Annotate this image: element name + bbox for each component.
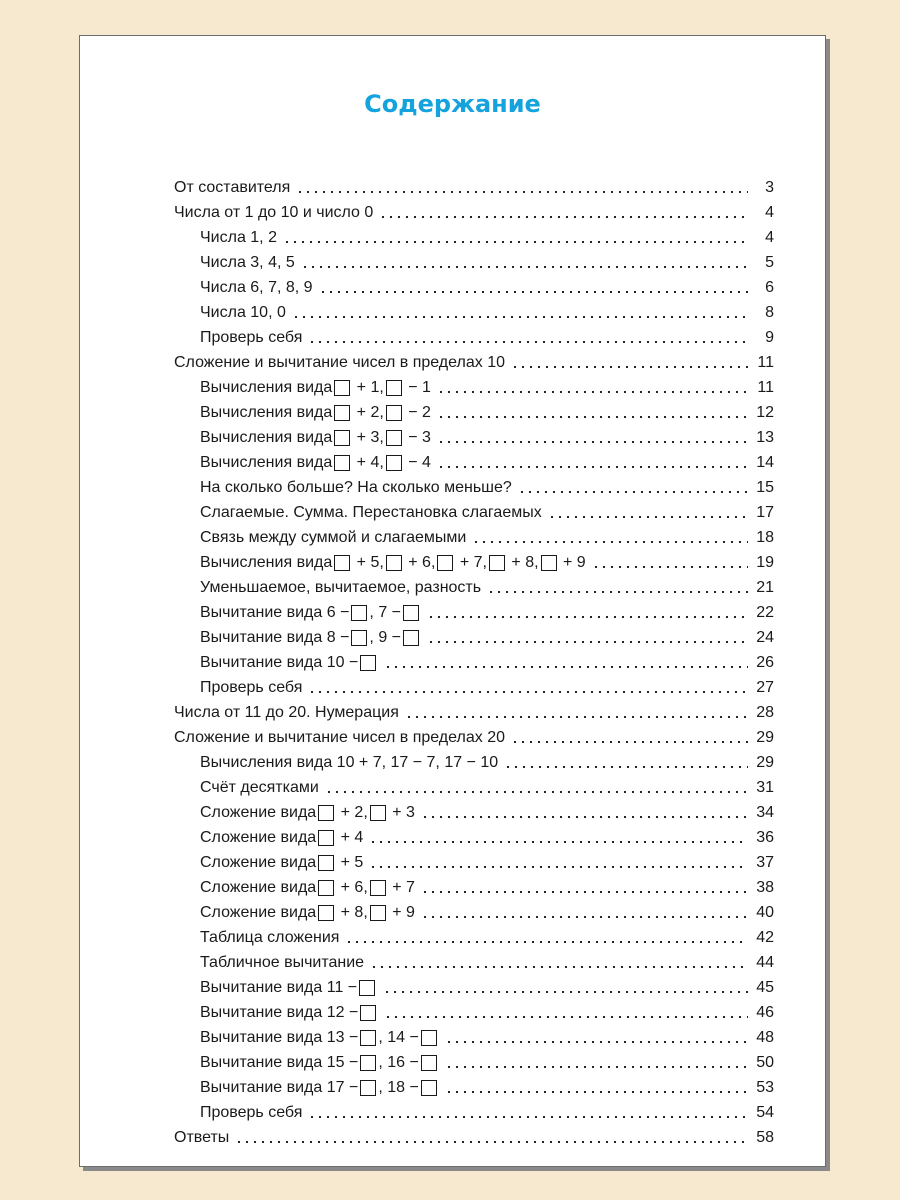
toc-entry-label [174,504,542,522]
toc-entry-label [174,704,399,722]
empty-box-icon [318,830,334,846]
toc-entry-text: Связь между суммой и слагаемыми [200,529,467,546]
toc-page-number: 29 [756,754,774,771]
toc-entry-text: Числа от 11 до 20. Нумерация [174,704,399,721]
toc-page-number: 28 [756,704,774,721]
toc-entry-label [174,554,586,572]
toc-page-number: 42 [756,929,774,946]
toc-entry [174,172,774,197]
toc-entry-text: Вычитание вида 17 − [200,1079,359,1096]
toc-entry-text: Числа 1, 2 [200,229,277,246]
toc-entry-text: − 2 [403,404,431,421]
leader-dots [345,941,748,943]
toc-entry-text: + 3 [387,804,415,821]
toc-page-number: 46 [756,1004,774,1021]
toc-page-number: 29 [756,729,774,746]
toc-page-number: 6 [765,279,774,296]
toc-entry-text: Вычитание вида 13 − [200,1029,359,1046]
toc-entry-text: Числа 3, 4, 5 [200,254,295,271]
toc-entry [174,897,774,922]
leader-dots [472,541,748,543]
leader-dots [504,766,748,768]
toc-entry [174,272,774,297]
leader-dots [427,616,748,618]
toc-entry-text: Вычитание вида 15 − [200,1054,359,1071]
toc-entry-label [174,279,313,297]
toc-entry-label [174,254,295,272]
toc-page-number: 5 [765,254,774,271]
toc-entry-text: Ответы [174,1129,230,1146]
leader-dots [384,666,748,668]
toc-entry-label [174,679,302,697]
toc-entry-label [174,1079,439,1097]
toc-entry-text: Вычитание вида 10 − [200,654,359,671]
toc-entry [174,697,774,722]
toc-entry-text: + 6, [336,879,368,896]
toc-entry-label [174,1004,378,1022]
toc-entry-text: Вычитание вида 12 − [200,1004,359,1021]
toc-page-number: 19 [756,554,774,571]
toc-entry [174,1097,774,1122]
toc-entry-text: , 16 − [378,1054,419,1071]
leader-dots [292,316,748,318]
toc-entry [174,947,774,972]
toc-entry-label [174,454,431,472]
empty-box-icon [370,805,386,821]
toc-entry [174,1122,774,1147]
toc-entry-label [174,654,378,672]
toc-page-number: 50 [756,1054,774,1071]
leader-dots [427,641,748,643]
toc-entry [174,822,774,847]
toc-entry [174,647,774,672]
toc-entry-text: + 8, [336,904,368,921]
toc-entry-text: Вычисления вида [200,454,333,471]
toc-entry-text: + 7 [387,879,415,896]
toc-entry [174,1072,774,1097]
empty-box-icon [403,630,419,646]
leader-dots [437,441,748,443]
toc-entry-text: Вычитание вида 6 − [200,604,350,621]
leader-dots [308,341,748,343]
empty-box-icon [386,380,402,396]
toc-entry-text: Сложение вида [200,879,317,896]
toc-entry-text: Сложение вида [200,804,317,821]
toc-entry-label [174,1029,439,1047]
toc-page-number: 54 [756,1104,774,1121]
toc-entry [174,847,774,872]
toc-entry-text: + 8, [506,554,539,571]
leader-dots [369,841,748,843]
toc-entry [174,1022,774,1047]
toc-entry-text: Вычисления вида [200,429,333,446]
toc-entry-text: Вычисления вида 10 + 7, 17 − 7, 17 − 10 [200,754,499,771]
toc-entry-text: Таблица сложения [200,929,340,946]
leader-dots [379,216,748,218]
toc-entry-text: Вычитание вида 11 − [200,979,358,996]
toc-entry-label [174,629,421,647]
empty-box-icon [360,1080,376,1096]
toc-entry [174,772,774,797]
toc-entry-label [174,1054,439,1072]
toc-page-number: 4 [765,204,774,221]
toc-entry [174,447,774,472]
toc-entry [174,872,774,897]
toc-entry-text: − 3 [403,429,431,446]
toc-entry-label [174,904,415,922]
empty-box-icon [489,555,505,571]
leader-dots [511,741,748,743]
toc-page-number: 38 [756,879,774,896]
empty-box-icon [421,1080,437,1096]
toc-entry-text: + 4 [336,829,364,846]
toc-entry-text: , 14 − [378,1029,419,1046]
toc-entry [174,397,774,422]
toc-entry-text: − 1 [403,379,431,396]
toc-entry-text: Вычисления вида [200,404,333,421]
leader-dots [301,266,748,268]
toc-entry [174,472,774,497]
leader-dots [319,291,748,293]
leader-dots [421,891,748,893]
toc-entry-text: Вычитание вида 8 − [200,629,350,646]
toc-entry [174,922,774,947]
toc-entry-text: + 7, [455,554,487,571]
empty-box-icon [334,555,350,571]
leader-dots [308,691,748,693]
leader-dots [325,791,748,793]
toc-entry [174,597,774,622]
toc-entry-text: Проверь себя [200,679,303,696]
toc-entry-text: , 9 − [369,629,401,646]
toc-entry-label [174,354,505,372]
toc-entry-label [174,179,290,197]
leader-dots [445,1091,748,1093]
leader-dots [437,391,748,393]
toc-entry-text: На сколько больше? На сколько меньше? [200,479,512,496]
toc-entry-text: Числа 10, 0 [200,304,286,321]
empty-box-icon [334,455,350,471]
toc-entry-text: Уменьшаемое, вычитаемое, разность [200,579,482,596]
toc-entry-text: − 4 [403,454,431,471]
toc-entry-label [174,429,431,447]
toc-page-number: 21 [756,579,774,596]
toc-entry-text: Вычисления вида [200,554,333,571]
toc-entry-text: Сложение и вычитание чисел в пределах 20 [174,729,505,746]
empty-box-icon [386,430,402,446]
toc-page-number: 34 [756,804,774,821]
toc-page-number: 17 [756,504,774,521]
empty-box-icon [359,980,375,996]
leader-dots [445,1066,748,1068]
leader-dots [421,916,748,918]
empty-box-icon [334,380,350,396]
empty-box-icon [318,805,334,821]
toc-entry-text: Числа от 1 до 10 и число 0 [174,204,374,221]
toc-page-number: 13 [756,429,774,446]
toc-entry-text: Слагаемые. Сумма. Перестановка слагаемых [200,504,542,521]
empty-box-icon [334,430,350,446]
toc-entry-text: Табличное вычитание [200,954,365,971]
leader-dots [437,416,748,418]
toc-page-number: 11 [757,354,774,371]
toc-entry-text: Сложение и вычитание чисел в пределах 10 [174,354,505,371]
toc-entry [174,422,774,447]
toc-entry-text: Проверь себя [200,329,303,346]
toc-page-number: 24 [756,629,774,646]
toc-page-number: 45 [756,979,774,996]
toc-entry-text: + 6, [403,554,436,571]
empty-box-icon [541,555,557,571]
toc-page-number: 31 [756,779,774,796]
toc-page-number: 27 [756,679,774,696]
empty-box-icon [318,855,334,871]
empty-box-icon [370,880,386,896]
toc-entry-label [174,1129,229,1147]
toc-entry [174,972,774,997]
toc-page-number: 48 [756,1029,774,1046]
toc-entry-label [174,304,286,322]
toc-entry-label [174,929,339,947]
toc-entry [174,322,774,347]
leader-dots [592,566,748,568]
toc-entry-label [174,204,373,222]
toc-page-number: 14 [756,454,774,471]
toc-entry [174,222,774,247]
toc-entry [174,672,774,697]
toc-page-number: 22 [756,604,774,621]
toc-page-number: 37 [756,854,774,871]
toc-entry-label [174,1104,302,1122]
toc-entry [174,197,774,222]
toc-page-number: 15 [756,479,774,496]
toc-entry-label [174,604,421,622]
leader-dots [405,716,748,718]
toc-entry-label [174,879,415,897]
toc-entry [174,572,774,597]
toc-entry-text: + 2, [336,804,368,821]
toc-entry-text: Счёт десятками [200,779,319,796]
leader-dots [437,466,748,468]
toc-entry [174,372,774,397]
toc-entry-label [174,804,415,822]
toc-entry-label [174,729,505,747]
toc-page-number: 4 [765,229,774,246]
toc-page-number: 26 [756,654,774,671]
toc-entry-label [174,779,319,797]
table-of-contents [174,172,774,1147]
toc-entry [174,747,774,772]
leader-dots [283,241,748,243]
toc-entry-text: Вычисления вида [200,379,333,396]
toc-entry-text: + 9 [558,554,586,571]
toc-page-number: 8 [765,304,774,321]
toc-entry-text: + 5, [352,554,384,571]
toc-entry-label [174,979,377,997]
toc-entry-text: + 1, [352,379,384,396]
toc-entry-text: Числа 6, 7, 8, 9 [200,279,313,296]
toc-entry-text: + 9 [387,904,415,921]
toc-entry-label [174,579,481,597]
empty-box-icon [351,605,367,621]
leader-dots [518,491,748,493]
toc-entry-text: Сложение вида [200,904,317,921]
empty-box-icon [421,1030,437,1046]
toc-entry [174,347,774,372]
empty-box-icon [360,1005,376,1021]
toc-entry-text: Сложение вида [200,829,317,846]
toc-entry-text: Сложение вида [200,854,317,871]
toc-page-number: 44 [756,954,774,971]
empty-box-icon [437,555,453,571]
toc-entry-label [174,329,302,347]
empty-box-icon [334,405,350,421]
empty-box-icon [360,1055,376,1071]
toc-entry [174,522,774,547]
leader-dots [384,1016,748,1018]
toc-page-number: 53 [756,1079,774,1096]
empty-box-icon [370,905,386,921]
empty-box-icon [386,405,402,421]
empty-box-icon [386,555,402,571]
leader-dots [370,966,748,968]
toc-entry-text: Проверь себя [200,1104,303,1121]
toc-entry-text: , 18 − [378,1079,419,1096]
toc-entry-label [174,829,363,847]
toc-page-number: 58 [756,1129,774,1146]
empty-box-icon [318,880,334,896]
toc-entry-label [174,529,466,547]
toc-page-number: 9 [765,329,774,346]
toc-entry [174,997,774,1022]
empty-box-icon [360,655,376,671]
toc-page-number: 36 [756,829,774,846]
empty-box-icon [351,630,367,646]
toc-entry-label [174,404,431,422]
empty-box-icon [360,1030,376,1046]
leader-dots [296,191,748,193]
page-title: Содержание [364,90,541,118]
toc-entry [174,247,774,272]
toc-page-number: 18 [756,529,774,546]
leader-dots [445,1041,748,1043]
empty-box-icon [318,905,334,921]
leader-dots [383,991,748,993]
leader-dots [369,866,748,868]
toc-entry-text: + 4, [352,454,384,471]
toc-entry [174,297,774,322]
empty-box-icon [403,605,419,621]
toc-entry-text: + 5 [336,854,364,871]
toc-entry-label [174,954,364,972]
leader-dots [548,516,748,518]
empty-box-icon [386,455,402,471]
toc-page-number: 3 [765,179,774,196]
toc-entry [174,547,774,572]
toc-entry-text: + 3, [352,429,384,446]
toc-entry-label [174,479,512,497]
toc-entry-text: , 7 − [369,604,401,621]
toc-entry-label [174,229,277,247]
toc-page-number: 12 [756,404,774,421]
toc-page-number: 40 [756,904,774,921]
toc-entry [174,797,774,822]
toc-entry-text: От составителя [174,179,291,196]
empty-box-icon [421,1055,437,1071]
toc-entry-label [174,754,498,772]
toc-entry-label [174,379,431,397]
toc-entry-text: + 2, [352,404,384,421]
toc-entry [174,622,774,647]
toc-entry [174,497,774,522]
book-page [79,35,826,1167]
toc-entry-label [174,854,363,872]
leader-dots [511,366,748,368]
toc-entry [174,1047,774,1072]
leader-dots [421,816,748,818]
toc-page-number: 11 [757,379,774,396]
toc-entry [174,722,774,747]
leader-dots [235,1141,748,1143]
leader-dots [487,591,748,593]
leader-dots [308,1116,748,1118]
